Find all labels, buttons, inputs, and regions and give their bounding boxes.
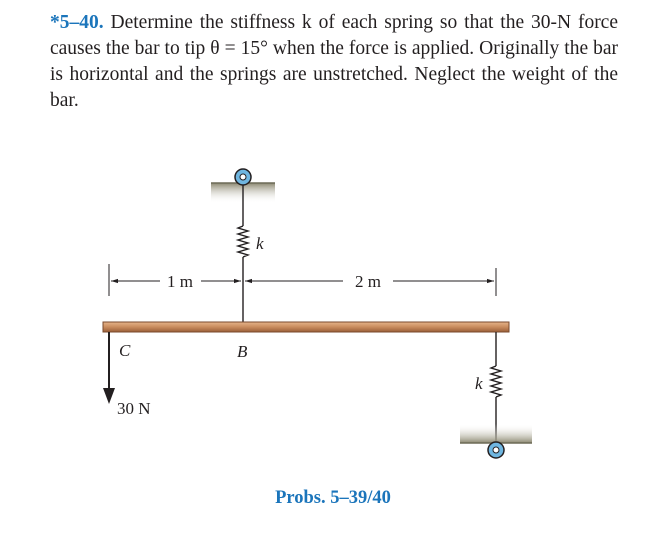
bottom-ground-support — [460, 424, 532, 443]
right-spring-k-label: k — [475, 374, 483, 393]
figure-caption: Probs. 5–39/40 — [275, 488, 391, 508]
force-label: 30 N — [117, 399, 151, 418]
force-arrow — [103, 332, 115, 404]
horizontal-bar — [103, 322, 509, 332]
top-pin-icon — [235, 169, 251, 185]
point-c-label: C — [119, 341, 131, 360]
dim-label-right: 2 m — [355, 272, 381, 291]
top-spring — [238, 185, 248, 322]
dim-label-left: 1 m — [167, 272, 193, 291]
problem-text: Determine the stiffness k of each spring so that the 30-N force causes the bar to tip θ = 15° when the force is applied. Originally the bar is horizontal and the springs are unstretched. Neglect the weight of the bar. — [50, 12, 618, 111]
problem-number: *5–40. — [50, 12, 104, 33]
bottom-pin-icon — [488, 442, 504, 458]
top-spring-k-label: k — [256, 234, 264, 253]
point-b-label: B — [237, 342, 248, 361]
